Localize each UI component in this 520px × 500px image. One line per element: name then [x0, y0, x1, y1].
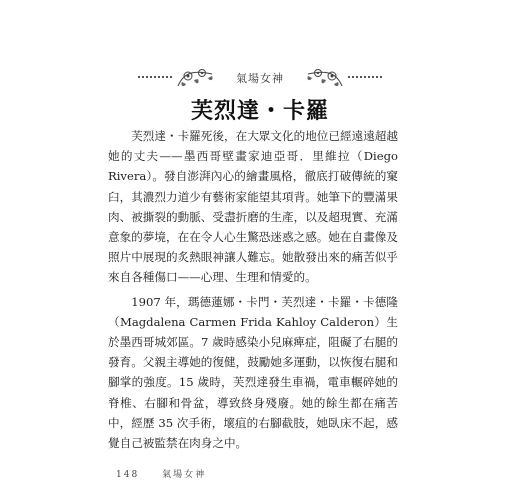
paragraph: 1907 年，瑪德蓮娜・卡門・芙烈達・卡羅・卡德隆（Magdalena Carmen Frida Kahloy Calderon）生於墨西哥城郊區。7 歲時感染小兒麻痺症，阻礙了右腿的發育。父親主導她的復健，鼓勵她多運動，以恢復右腿和腳掌的強度。15 歲時，芙烈達發生車禍，電車輾碎她的脊椎、右腳和骨盆，導致終身殘廢。她的餘生都在痛苦中，經歷 35 次手術，壞疽的右腳截肢，她臥床不起，感覺自己被監禁在肉身之中。	[108, 294, 398, 451]
paragraph: 芙烈達・卡羅死後，在大眾文化的地位已經遠遠超越她的丈夫——墨西哥壁畫家迪亞哥．里維拉（Diego Rivera）。發自澎湃內心的繪畫風格，徹底打破傳統的窠臼，其濃烈力道少有藝術家能望其項背。她筆下的豐滿果肉、被撕裂的動脈、受盡折磨的生產，以及超現實、充滿意象的夢境，在在令人心生驚恐迷惑之感。她在自畫像及照片中展現的炙熱眼神讓人難忘。她散發出來的痛苦似乎來自各種傷口——心理、生理和情愛的。	[108, 129, 398, 285]
footer-running-title: 氣場女神	[162, 470, 207, 480]
chapter-title: 芙烈達・卡羅	[190, 98, 329, 124]
running-header	[130, 66, 390, 92]
body-text	[108, 126, 398, 457]
page-number: 148	[116, 470, 140, 480]
floral-ornament-icon	[304, 66, 346, 90]
dotted-rule-right	[348, 76, 382, 78]
running-title: 氣場女神	[236, 72, 284, 85]
page-footer	[116, 467, 206, 480]
